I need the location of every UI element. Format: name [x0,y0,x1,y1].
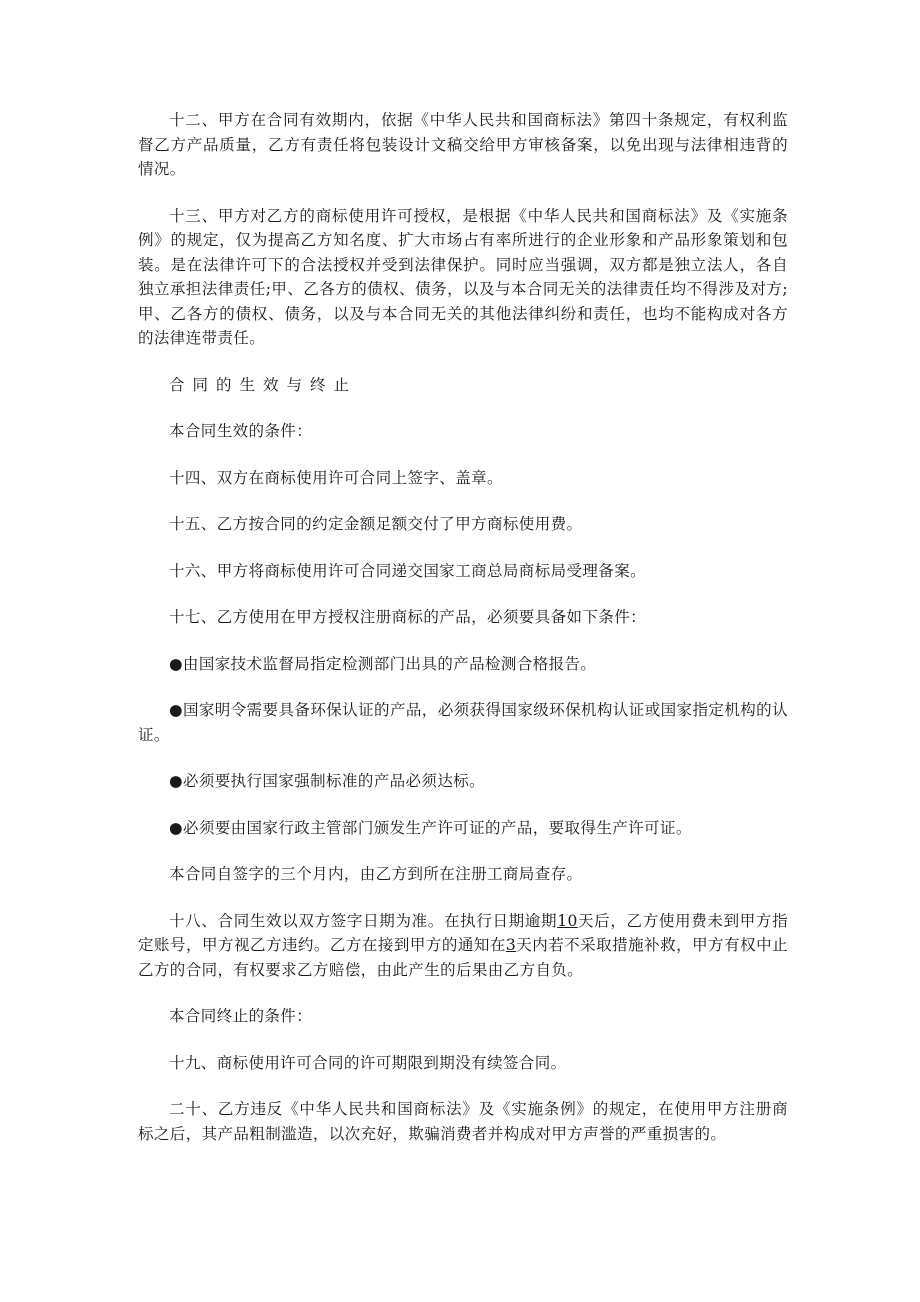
clause-18-text-2: 天后，乙方使用费未到甲方指定账号，甲方视乙方违约。乙方在接到甲方的通知在 [138,911,789,954]
bullet-item: ●由国家技术监督局指定检测部门出具的产品检测合格报告。 [169,654,597,673]
clause-18-text-3: 天内若不采取措施补救，甲方有权中止乙方的合同，有权要求乙方赔偿，由此产生的后果由乙方自负。 [138,936,788,979]
overdue-days-value: 10 [557,911,578,930]
clause-19: 十九、商标使用许可合同的许可期限到期没有续签合同。 [169,1053,567,1072]
clause-18 [138,909,788,983]
document-body [138,108,788,1168]
clause-18-text-1: 十八、合同生效以双方签字日期为准。在执行日期逾期 [169,911,558,930]
bullet-item: ●必须要执行国家强制标准的产品必须达标。 [169,772,486,790]
registration-note: 本合同自签字的三个月内，由乙方到所在注册工商局查存。 [169,865,583,883]
termination-conditions-label: 本合同终止的条件： [169,1007,313,1025]
bullet-item: ●国家明令需要具备环保认证的产品，必须获得国家级环保机构认证或国家指定机构的认证。 [138,701,788,744]
clause-14: 十四、双方在商标使用许可合同上签字、盖章。 [169,468,503,487]
effective-conditions-label: 本合同生效的条件： [169,422,313,440]
clause-20: 二十、乙方违反《中华人民共和国商标法》及《实施条例》的规定，在使用甲方注册商标之后，其产品粗制滥造，以次充好，欺骗消费者并构成对甲方声誉的严重损害的。 [138,1100,788,1143]
bullet-item: ●必须要由国家行政主管部门颁发生产许可证的产品，要取得生产许可证。 [169,818,692,837]
section-heading: 合同的生效与终止 [169,375,358,394]
clause-15: 十五、乙方按合同的约定金额足额交付了甲方商标使用费。 [169,515,583,533]
clause-13: 十三、甲方对乙方的商标使用许可授权，是根据《中华人民共和国商标法》及《实施条例》的规定，仅为提高乙方知名度、扩大市场占有率所进行的企业形象和产品形象策划和包装。是在法律许可下的合法授权并受到法律保护。同时应当强调，双方都是独立法人，各自独立承担法律责任;甲、乙各方的债权、债务，以及与本合同无关的法律责任均不得涉及对方;甲、乙各方的债权、债务，以及与本合同无关的其他法律纠纷和责任，也均不能构成对各方的法律连带责任。 [138,206,788,347]
clause-12: 十二、甲方在合同有效期内，依据《中华人民共和国商标法》第四十条规定，有权利监督乙方产品质量，乙方有责任将包装设计文稿交给甲方审核备案，以免出现与法律相违背的情况。 [138,111,788,178]
clause-17: 十七、乙方使用在甲方授权注册商标的产品，必须要具备如下条件： [169,608,647,626]
remedy-days-value: 3 [505,936,517,954]
clause-16: 十六、甲方将商标使用许可合同递交国家工商总局商标局受理备案。 [169,561,647,580]
